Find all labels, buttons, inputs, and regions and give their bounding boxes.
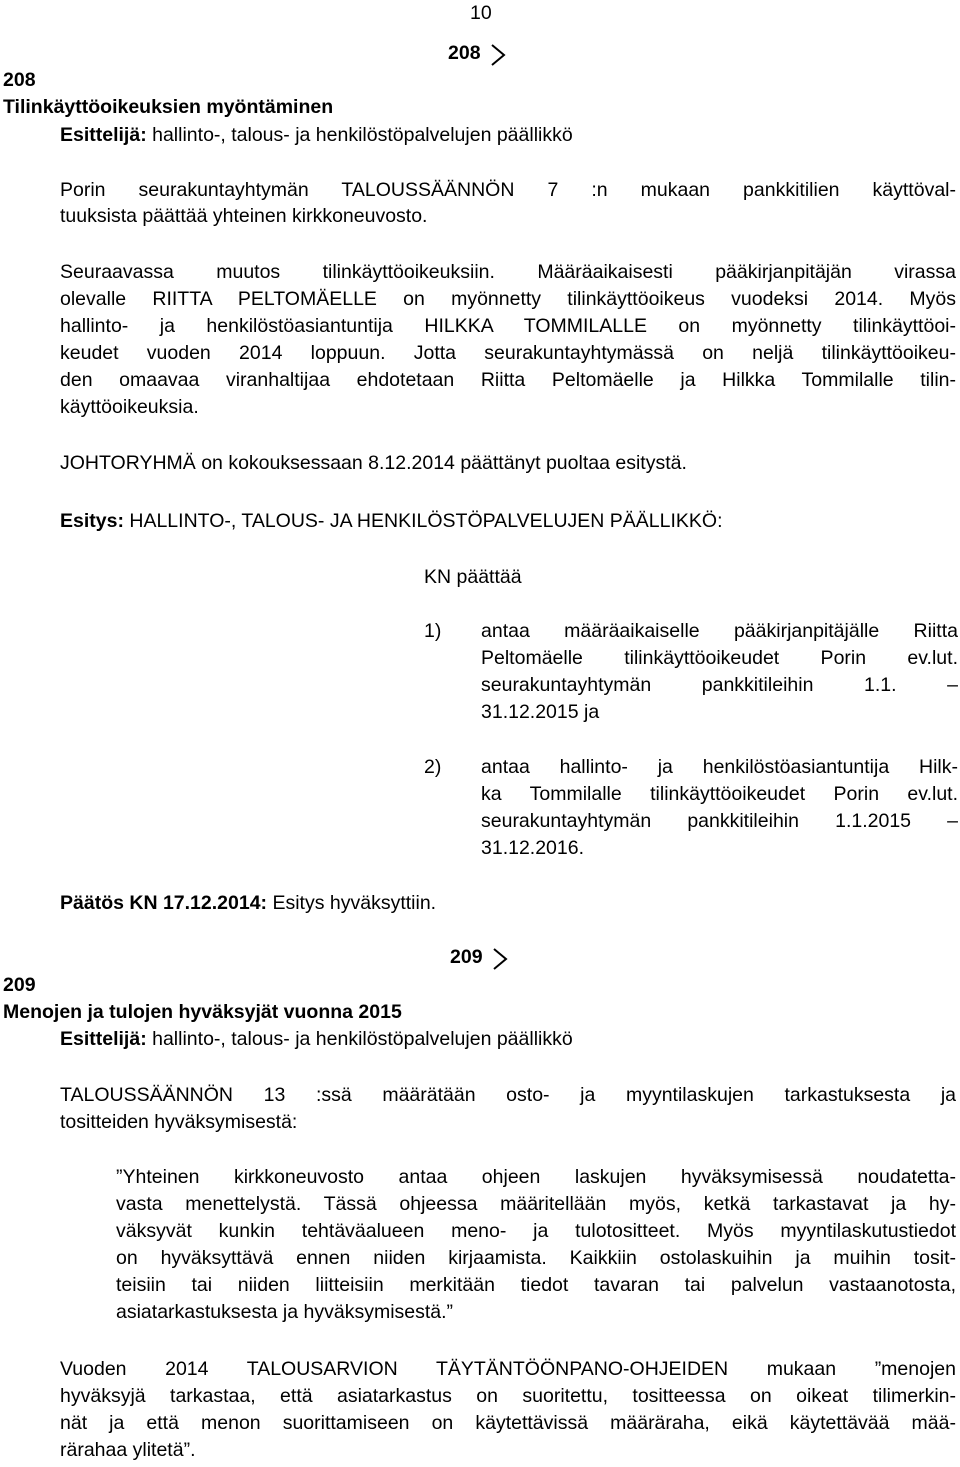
item-2-number: 2) [424,756,442,778]
paragraph-209-2-line-4: rärahaa ylitetä”. [60,1439,196,1461]
paragraph-208-2-line-6: käyttöoikeuksia. [60,396,199,418]
paragraph-208-3: JOHTORYHMÄ on kokouksessaan 8.12.2014 päättänyt puoltaa esitystä. [60,452,687,474]
quote-line-2: vasta menettelystä. Tässä ohjeessa määritellään myös, ketkä tarkastavat ja hy- [116,1193,956,1215]
paragraph-208-2-line-5: den omaavaa viranhaltijaa ehdotetaan Riitta Peltomäelle ja Hilkka Tommilalle tilin- [60,369,956,391]
item-2-line-3: seurakuntayhtymän pankkitileihin 1.1.2015 – [481,810,958,832]
item-2-line-1: antaa hallinto- ja henkilöstöasiantuntija Hilk- [481,756,958,778]
section-marker-label: 208 [448,42,481,64]
paragraph-208-1-line-2: tuuksista päättää yhteinen kirkkoneuvosto. [60,205,428,227]
presenter-label: Esittelijä: [60,124,147,146]
page-number: 10 [470,2,492,24]
proposal-208 [60,508,723,534]
item-1-line-2: Peltomäelle tilinkäyttöoikeudet Porin ev.lut. [481,647,958,669]
section-marker-208 [448,40,508,67]
paragraph-208-1-line-1: Porin seurakuntayhtymän TALOUSSÄÄNNÖN 7 :n mukaan pankkitilien käyttöval- [60,179,956,201]
paragraph-208-2-line-4: keudet vuoden 2014 loppuun. Jotta seurakuntayhtymässä on neljä tilinkäyttöoikeu- [60,342,956,364]
quote-line-6: asiatarkastuksesta ja hyväksymisestä.” [116,1301,454,1323]
item-1-line-1: antaa määräaikaiselle pääkirjanpitäjälle Riitta [481,620,958,642]
presenter-208 [60,122,573,148]
presenter-name: hallinto-, talous- ja henkilöstöpalvelujen päällikkö [146,124,573,146]
section-mark-icon [490,41,508,67]
paragraph-209-1-line-1: TALOUSSÄÄNNÖN 13 :ssä määrätään osto- ja myyntilaskujen tarkastuksesta ja [60,1084,956,1106]
section-number-209: 209 [3,974,36,996]
paragraph-209-2-line-3: nät ja että menon suorittamiseen on käytettävissä määräraha, eikä käytettävää mää- [60,1412,956,1434]
paragraph-208-2-line-3: hallinto- ja henkilöstöasiantuntija HILKKA TOMMILALLE on myönnetty tilinkäyttöoi- [60,315,956,337]
proposal-label: Esitys: [60,510,124,532]
kn-decides: KN päättää [424,566,522,588]
section-title-209: Menojen ja tulojen hyväksyjät vuonna 2015 [3,1001,402,1023]
presenter-209 [60,1026,573,1052]
quote-line-4: on hyväksyttävä ennen niiden kirjaamista. Kaikkiin ostolaskuihin ja muihin tosit- [116,1247,956,1269]
section-mark-icon [492,945,510,971]
item-1-line-4: 31.12.2015 ja [481,701,600,723]
section-marker-209 [450,944,510,971]
section-number-208: 208 [3,69,36,91]
quote-line-5: teisiin tai niiden liitteisiin merkitään tiedot tavaran tai palvelun vastaanotosta, [116,1274,956,1296]
quote-line-1: ”Yhteinen kirkkoneuvosto antaa ohjeen laskujen hyväksymisessä noudatetta- [116,1166,956,1188]
item-1-number: 1) [424,620,442,642]
paragraph-209-2-line-2: hyväksyjä tarkastaa, että asiatarkastus on suoritettu, tositteessa on oikeat tilimerkin- [60,1385,956,1407]
decision-text: Esitys hyväksyttiin. [267,892,437,914]
item-1-line-3: seurakuntayhtymän pankkitileihin 1.1. – [481,674,958,696]
paragraph-209-2-line-1: Vuoden 2014 TALOUSARVION TÄYTÄNTÖÖNPANO-OHJEIDEN mukaan ”menojen [60,1358,956,1380]
paragraph-208-2-line-1: Seuraavassa muutos tilinkäyttöoikeuksiin. Määräaikaisesti pääkirjanpitäjän virassa [60,261,956,283]
decision-label: Päätös KN 17.12.2014: [60,892,268,914]
item-2-line-4: 31.12.2016. [481,837,585,859]
presenter-name: hallinto-, talous- ja henkilöstöpalvelujen päällikkö [146,1028,573,1050]
section-title-208: Tilinkäyttöoikeuksien myöntäminen [3,96,334,118]
presenter-label: Esittelijä: [60,1028,147,1050]
quote-line-3: väksyvät kunkin tehtäväalueen meno- ja tulotositteet. Myös myyntilaskutustiedot [116,1220,956,1242]
proposal-text: HALLINTO-, TALOUS- JA HENKILÖSTÖPALVELUJEN PÄÄLLIKKÖ: [123,510,723,532]
section-marker-label: 209 [450,946,483,968]
item-2-line-2: ka Tommilalle tilinkäyttöoikeudet Porin ev.lut. [481,783,958,805]
paragraph-209-1-line-2: tositteiden hyväksymisestä: [60,1111,298,1133]
paragraph-208-2-line-2: olevalle RIITTA PELTOMÄELLE on myönnetty tilinkäyttöoikeus vuodeksi 2014. Myös [60,288,956,310]
decision-208 [60,890,436,916]
